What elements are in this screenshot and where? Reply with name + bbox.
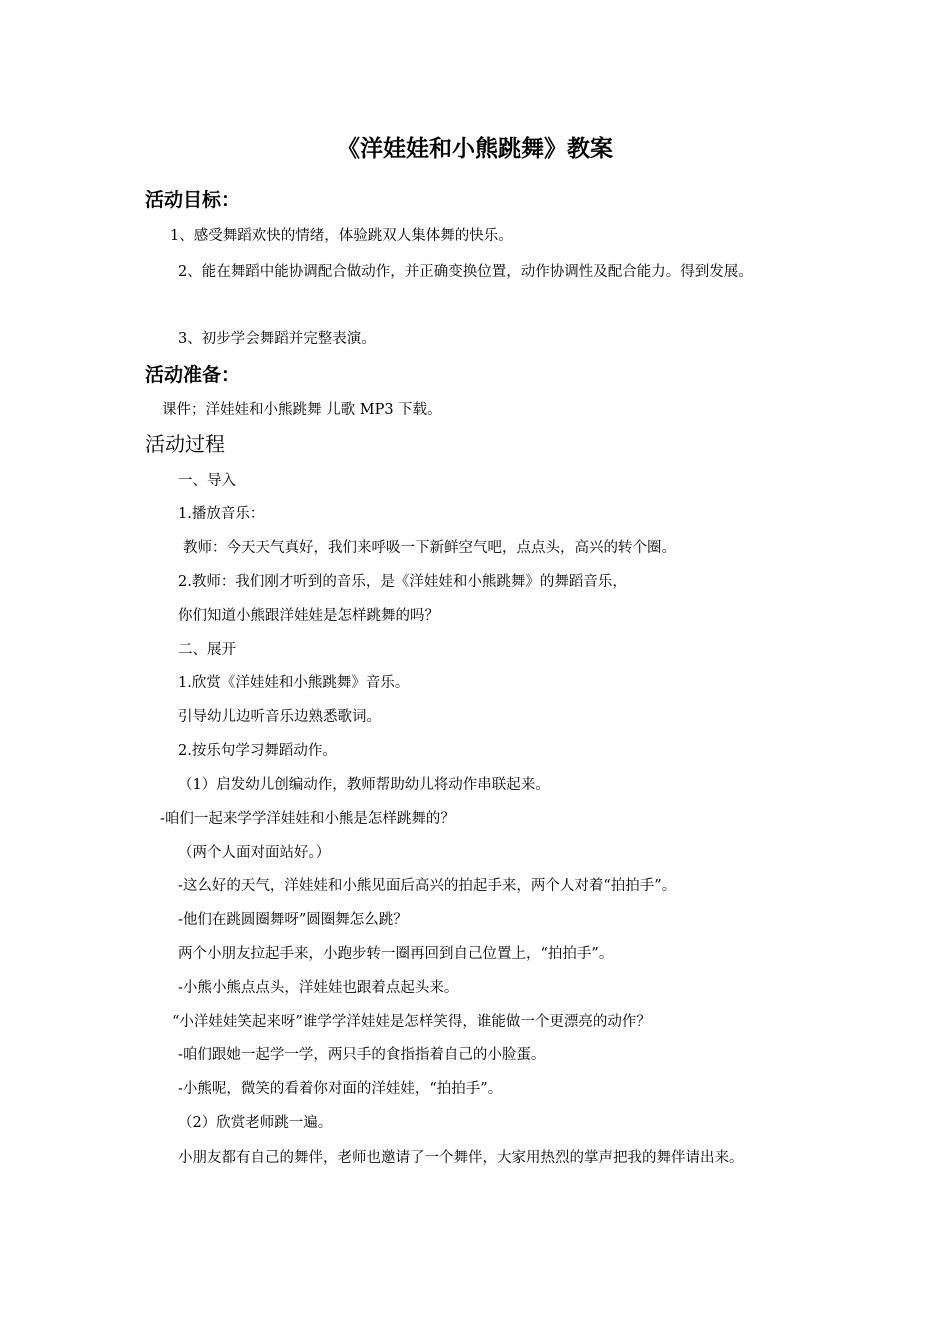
goal-item-2-text: 2、能在舞蹈中能协调配合做动作，并正确变换位置，动作协调性及配合能力。得到发展。 [178,264,753,280]
process-line: 一、导入 [178,473,236,489]
process-line: -咱们跟她一起学一学，两只手的食指指着自己的小脸蛋。 [178,1047,546,1063]
process-line: 2.按乐句学习舞蹈动作。 [178,743,337,759]
process-line: 1.播放音乐： [178,506,265,522]
process-line: 1.欣赏《洋娃娃和小熊跳舞》音乐。 [178,675,410,691]
process-line: 2.教师：我们刚才听到的音乐，是《洋娃娃和小熊跳舞》的舞蹈音乐， [178,574,627,590]
process-line: 引导幼儿边听音乐边熟悉歌词。 [178,709,381,725]
process-line-wrapped-text: 小朋友都有自己的舞伴，老师也邀请了一个舞伴，大家用热烈的掌声把我的舞伴请出来。 [178,1150,744,1166]
process-line: （1）启发幼儿创编动作，教师帮助幼儿将动作串联起来。 [178,777,550,793]
process-line: -他们在跳圆圈舞呀”圆圈舞怎么跳？ [178,912,408,928]
process-line: 教师：今天天气真好，我们来呼吸一下新鲜空气吧，点点头，高兴的转个圈。 [183,540,676,556]
process-line: “小洋娃娃笑起来呀”谁学学洋娃娃是怎样笑得，谁能做一个更漂亮的动作？ [172,1014,651,1030]
process-line: -这么好的天气，洋娃娃和小熊见面后高兴的拍起手来，两个人对着“拍拍手”。 [178,878,677,894]
process-line: 二、展开 [178,642,236,658]
prep-text: 课件；洋娃娃和小熊跳舞 儿歌 MP3 下载。 [162,402,442,418]
process-line: -咱们一起来学学洋娃娃和小熊是怎样跳舞的？ [160,811,455,827]
goals-heading: 活动目标： [145,189,241,211]
process-line: （2）欣赏老师跳一遍。 [178,1115,333,1131]
process-heading: 活动过程 [145,432,225,456]
goal-item-3: 3、初步学会舞蹈并完整表演。 [178,331,376,347]
process-line: 你们知道小熊跟洋娃娃是怎样跳舞的吗？ [178,608,439,624]
document-title: 《洋娃娃和小熊跳舞》教案 [337,136,613,162]
goal-item-2 [145,255,810,289]
goal-item-1: 1、感受舞蹈欢快的情绪，体验跳双人集体舞的快乐。 [170,228,513,244]
process-line: -小熊呢，微笑的看着你对面的洋娃娃，“拍拍手”。 [178,1081,503,1097]
process-line: （两个人面对面站好。） [178,845,331,861]
process-line-wrapped [145,1141,810,1175]
prep-heading: 活动准备： [145,364,241,386]
process-line: 两个小朋友拉起手来，小跑步转一圈再回到自己位置上，“拍拍手”。 [178,946,614,962]
process-line: -小熊小熊点点头，洋娃娃也跟着点起头来。 [178,980,459,996]
